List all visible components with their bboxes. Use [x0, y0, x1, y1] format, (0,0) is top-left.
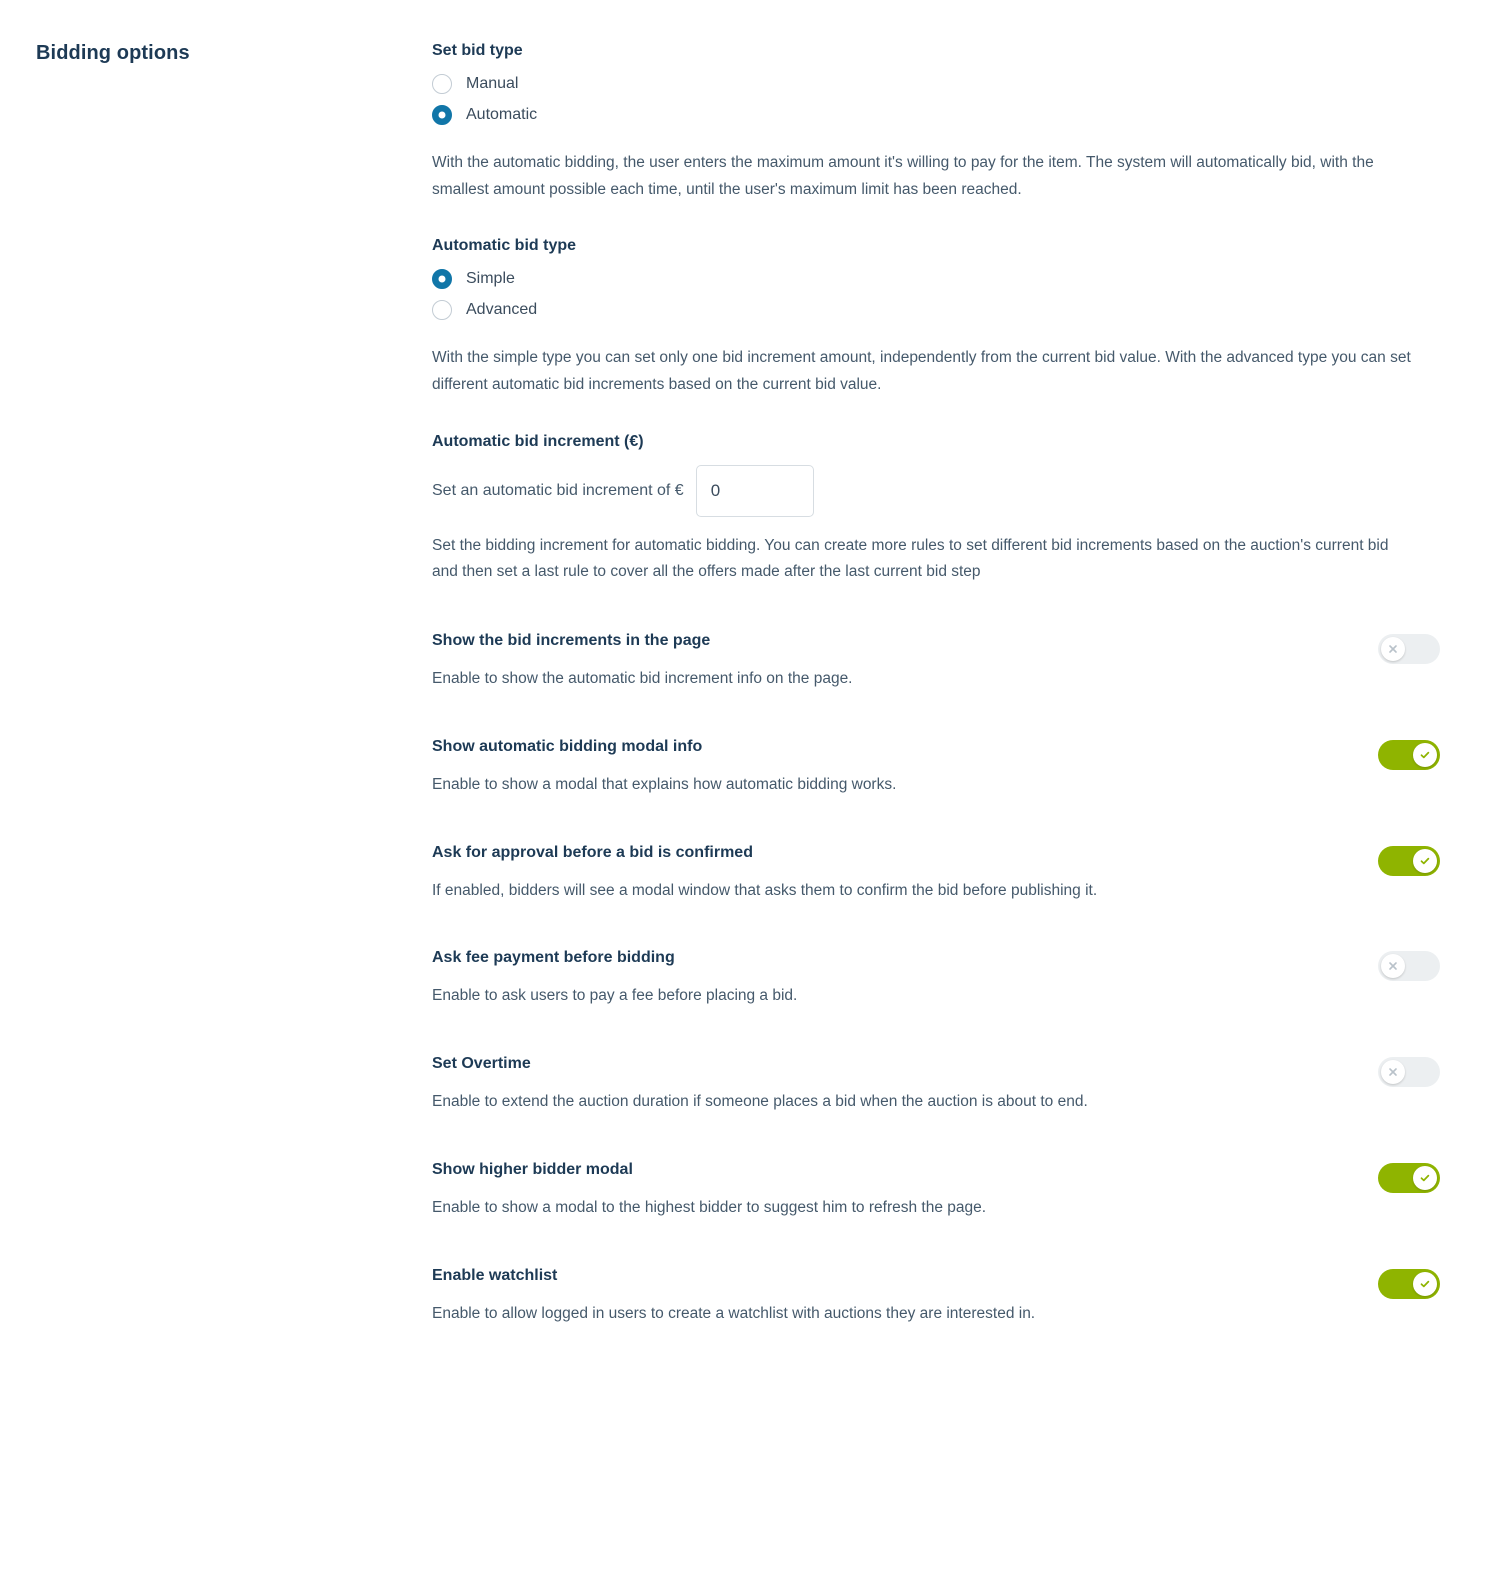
- toggle-title: Show automatic bidding modal info: [432, 737, 703, 755]
- radio-option-advanced[interactable]: [432, 300, 1440, 320]
- field-set-bid-type: [432, 42, 1440, 203]
- toggle-show-bid-increments[interactable]: [1378, 634, 1440, 664]
- toggle-row-show-higher-bidder-modal: [432, 1161, 1440, 1221]
- close-icon: [1381, 954, 1405, 978]
- automatic-bid-increment-input[interactable]: [696, 465, 814, 517]
- toggle-show-automatic-bidding-modal[interactable]: [1378, 740, 1440, 770]
- increment-prefix-text: Set an automatic bid increment of €: [432, 481, 684, 499]
- toggle-title: Set Overtime: [432, 1055, 531, 1073]
- automatic-bid-type-label: Automatic bid type: [432, 237, 577, 255]
- toggle-desc: Enable to ask users to pay a fee before placing a bid.: [432, 987, 798, 1005]
- section-heading-column: [36, 36, 432, 65]
- radio-manual-indicator[interactable]: [432, 74, 452, 94]
- radio-advanced-indicator[interactable]: [432, 300, 452, 320]
- toggle-row-ask-approval-before-bid: [432, 844, 1440, 904]
- toggle-set-overtime[interactable]: [1378, 1057, 1440, 1087]
- close-icon: [1381, 1060, 1405, 1084]
- toggle-desc: If enabled, bidders will see a modal window that asks them to confirm the bid before publishing it.: [432, 881, 1098, 899]
- radio-manual-label: Manual: [466, 75, 519, 92]
- toggle-row-show-automatic-bidding-modal: [432, 738, 1440, 798]
- settings-fields-column: [432, 36, 1440, 1327]
- toggle-desc: Enable to show a modal to the highest bidder to suggest him to refresh the page.: [432, 1198, 987, 1216]
- automatic-bid-increment-help: Set the bidding increment for automatic bidding. You can create more rules to set different bid increments based on the auction's current bid and then set a last rule to cover all the offers made after the last current bid step: [432, 536, 1389, 581]
- set-bid-type-help: With the automatic bidding, the user enters the maximum amount it's willing to pay for the item. The system will automatically bid, with the smallest amount possible each time, until the user's maximum limit has been reached.: [432, 154, 1374, 198]
- toggle-title: Enable watchlist: [432, 1266, 558, 1284]
- toggle-row-ask-fee-payment: [432, 949, 1440, 1009]
- toggle-desc: Enable to extend the auction duration if someone places a bid when the auction is about to end.: [432, 1093, 1088, 1111]
- automatic-bid-type-help: With the simple type you can set only one bid increment amount, independently from the current bid value. With the advanced type you can set different automatic bid increments based on the current bid value.: [432, 349, 1411, 393]
- toggle-row-enable-watchlist: [432, 1267, 1440, 1327]
- toggle-row-show-bid-increments: [432, 632, 1440, 692]
- toggle-desc: Enable to show a modal that explains how automatic bidding works.: [432, 775, 897, 793]
- toggle-row-set-overtime: [432, 1055, 1440, 1115]
- radio-automatic-indicator[interactable]: [432, 105, 452, 125]
- close-icon: [1381, 637, 1405, 661]
- check-icon: [1413, 1166, 1437, 1190]
- toggle-title: Show higher bidder modal: [432, 1160, 633, 1178]
- toggle-title: Show the bid increments in the page: [432, 631, 711, 649]
- automatic-bid-increment-label: Automatic bid increment (€): [432, 432, 644, 450]
- radio-advanced-label: Advanced: [466, 301, 538, 319]
- radio-simple-indicator[interactable]: [432, 269, 452, 289]
- check-icon: [1413, 849, 1437, 873]
- toggle-title: Ask for approval before a bid is confirmed: [432, 843, 753, 861]
- toggle-desc: Enable to allow logged in users to create a watchlist with auctions they are interested in.: [432, 1304, 1036, 1322]
- page-title: Bidding options: [36, 42, 190, 64]
- check-icon: [1413, 1272, 1437, 1296]
- toggle-ask-fee-payment[interactable]: [1378, 951, 1440, 981]
- toggle-title: Ask fee payment before bidding: [432, 949, 675, 967]
- set-bid-type-label: Set bid type: [432, 42, 523, 59]
- toggle-ask-approval-before-bid[interactable]: [1378, 846, 1440, 876]
- radio-option-manual[interactable]: [432, 74, 1440, 94]
- toggle-desc: Enable to show the automatic bid increment info on the page.: [432, 669, 853, 687]
- radio-simple-label: Simple: [466, 270, 515, 288]
- field-automatic-bid-type: [432, 237, 1440, 398]
- toggle-show-higher-bidder-modal[interactable]: [1378, 1163, 1440, 1193]
- toggle-enable-watchlist[interactable]: [1378, 1269, 1440, 1299]
- radio-automatic-label: Automatic: [466, 106, 538, 123]
- radio-option-automatic[interactable]: [432, 105, 1440, 125]
- increment-input-row: [432, 465, 1440, 517]
- radio-option-simple[interactable]: [432, 269, 1440, 289]
- field-automatic-bid-increment: [432, 433, 1440, 586]
- check-icon: [1413, 743, 1437, 767]
